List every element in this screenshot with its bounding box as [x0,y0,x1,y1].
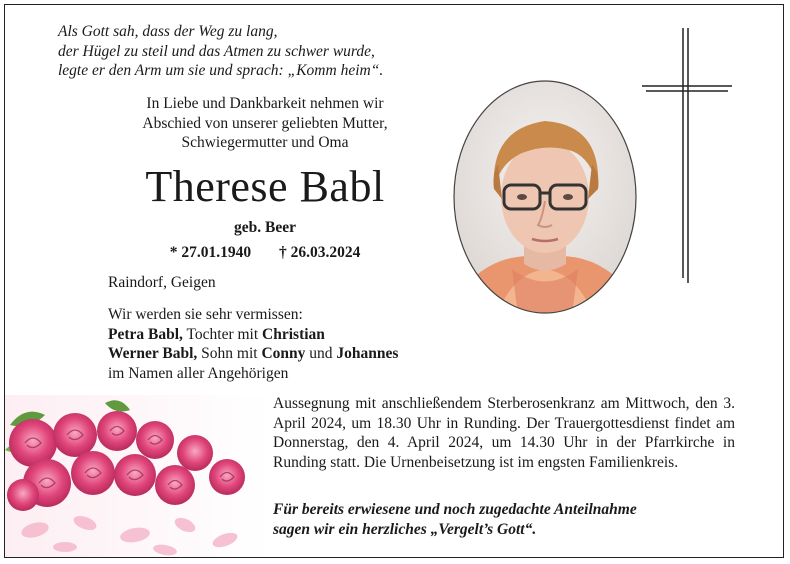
life-dates [95,244,435,262]
cross-icon [640,28,735,283]
birth-date: * 27.01.1940 [169,244,252,261]
mourners-closing: im Namen aller Angehörigen [108,364,289,382]
thanks-line: sagen wir ein herzliches „Vergelt’s Gott“. [273,520,537,538]
mourner-relation: Tochter mit [182,325,263,343]
mourners [108,305,528,383]
poem [58,22,478,81]
intro-line: Schwiegermutter und Oma [181,134,349,151]
mourners-intro: Wir werden sie sehr vermissen: [108,306,303,323]
death-date: † 26.03.2024 [278,244,361,261]
thanks-line: Für bereits erwiesene und noch zugedachte Anteilnahme [273,501,637,518]
mourner-partner: Johannes [336,345,399,362]
thanks-note [273,500,735,539]
mourner-line [108,325,528,345]
farewell-intro [95,94,435,153]
mourner-conjunction: und [305,345,337,362]
service-text: Aussegnung mit anschließendem Sterberosenkranz am Mittwoch, den 3. April 2024, um 18.30 Uhr in Runding. Der Trauergottesdienst findet am Donnerstag, den 4. April 2024, um 14.30 Uhr in der Pfarrkirche in Runding statt. Die Urnenbeisetzung ist im engsten Familienkreis. [273,395,735,471]
roses-image [5,395,270,557]
home-places: Raindorf, Geigen [108,274,216,291]
poem-line: der Hügel zu steil und das Atmen zu schwer wurde, [58,42,375,60]
poem-line: Als Gott sah, dass der Weg zu lang, [58,23,278,40]
mourner-name: Werner Babl, [108,345,198,362]
portrait-photo [452,79,638,315]
mourner-relation: Sohn mit [197,345,262,362]
service-details [273,394,735,472]
mourner-line [108,344,528,364]
poem-line: legte er den Arm um sie und sprach: „Komm heim“. [58,62,384,79]
intro-line: In Liebe und Dankbarkeit nehmen wir [146,95,384,112]
intro-line: Abschied von unserer geliebten Mutter, [142,114,388,132]
mourner-name: Petra Babl, [108,325,183,343]
mourner-partner: Christian [262,325,325,343]
mourner-partner: Conny [261,345,306,362]
birth-name: geb. Beer [234,219,296,236]
deceased-name: Therese Babl [145,162,385,211]
